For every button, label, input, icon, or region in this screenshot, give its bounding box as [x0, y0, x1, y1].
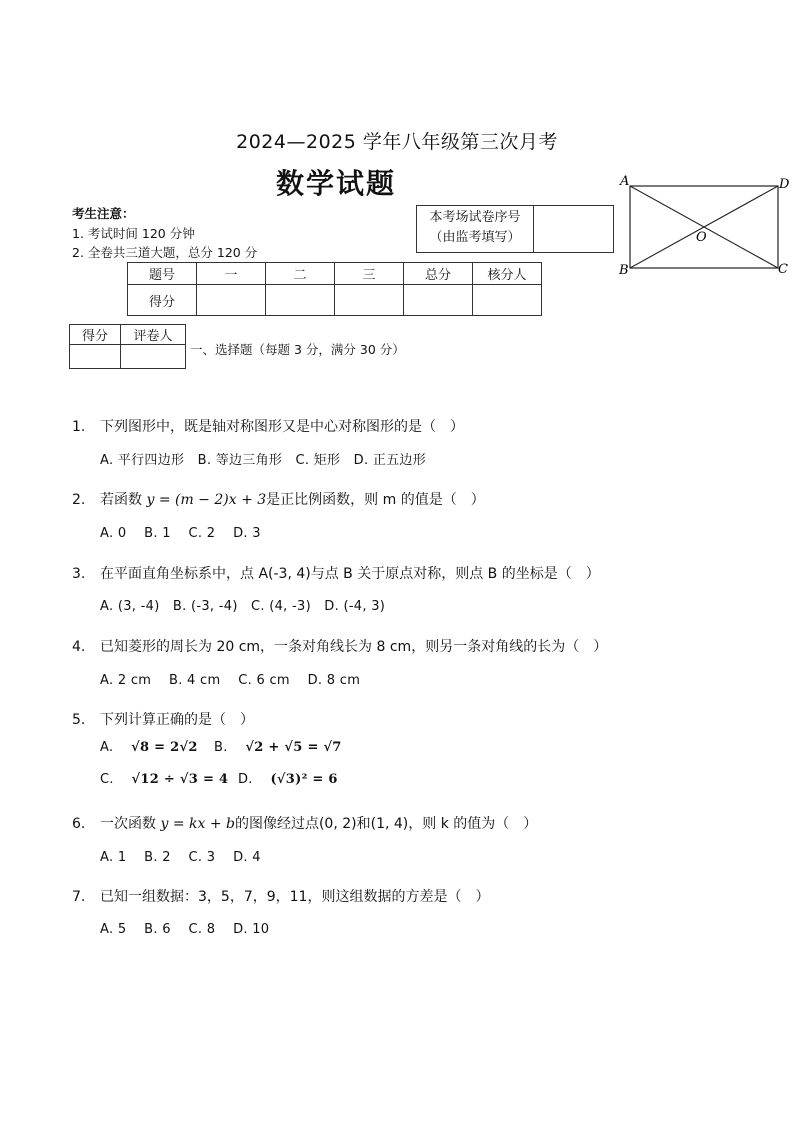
question-text-post: 的图像经过点(0, 2)和(1, 4)，则 k 的值为（ ） — [234, 816, 538, 832]
center-label-o: O — [696, 230, 707, 245]
score-header-cell: 总分 — [404, 263, 473, 285]
question-3-options: A. (3, -4) B. (-3, -4) C. (4, -3) D. (-4, 3) — [100, 599, 386, 614]
question-text-pre: 一次函数 — [100, 816, 161, 832]
question-text: 下列图形中，既是轴对称图形又是中心对称图形的是（ ） — [100, 419, 464, 435]
option-label: A. — [100, 740, 114, 755]
sequence-label-line-1: 本考场试卷序号 — [429, 210, 521, 225]
formula: y = kx + b — [160, 816, 235, 832]
paper-sequence-box — [416, 205, 614, 253]
question-number: 5. — [72, 712, 86, 728]
option-label: C. — [100, 772, 114, 787]
formula: y = (m − 2)x + 3 — [146, 492, 267, 508]
question-6-options: A. 1 B. 2 C. 3 D. 4 — [100, 850, 261, 865]
option-formula: √2 + √5 = √7 — [245, 740, 342, 755]
question-number: 3. — [72, 566, 86, 582]
vertex-label-d: D — [779, 177, 790, 192]
question-number: 2. — [72, 492, 86, 508]
notes-title: 考生注意： — [72, 206, 135, 221]
question-3 — [72, 563, 600, 583]
option-label: D. — [238, 772, 253, 787]
score-table — [127, 262, 542, 316]
option-formula: (√3)² = 6 — [270, 772, 338, 787]
exam-notes — [72, 204, 257, 263]
option-label: B. — [214, 740, 228, 755]
score-header-cell: 核分人 — [473, 263, 542, 285]
question-number: 7. — [72, 889, 86, 905]
score-header-cell: 一 — [197, 263, 266, 285]
exam-year-title: 2024—2025 学年八年级第三次月考 — [236, 131, 558, 153]
score-row-label: 得分 — [128, 285, 197, 316]
vertex-label-a: A — [620, 174, 630, 189]
score-empty-cell — [197, 285, 266, 316]
question-4 — [72, 636, 607, 656]
question-text-pre: 若函数 — [100, 492, 147, 508]
question-text-post: 是正比例函数，则 m 的值是（ ） — [266, 492, 485, 508]
option-formula: √12 ÷ √3 = 4 — [131, 772, 229, 787]
question-5-option-a — [100, 740, 198, 755]
section-1-title: 一、选择题（每题 3 分，满分 30 分） — [190, 342, 405, 357]
question-text: 已知菱形的周长为 20 cm，一条对角线长为 8 cm，则另一条对角线的长为（ ） — [100, 639, 608, 655]
grader-empty-cell — [70, 345, 121, 369]
sequence-label — [417, 206, 534, 252]
score-empty-cell — [266, 285, 335, 316]
score-header-cell: 题号 — [128, 263, 197, 285]
score-header-cell: 三 — [335, 263, 404, 285]
score-empty-cell — [404, 285, 473, 316]
question-4-options: A. 2 cm B. 4 cm C. 6 cm D. 8 cm — [100, 673, 361, 688]
question-5-option-b — [214, 740, 342, 755]
rectangle-figure — [612, 170, 794, 280]
grader-score-label: 得分 — [70, 325, 121, 345]
question-5-option-d — [238, 772, 338, 787]
question-text: 已知一组数据：3，5，7，9，11，则这组数据的方差是（ ） — [100, 889, 490, 905]
option-formula: √8 = 2√2 — [131, 740, 198, 755]
vertex-label-b: B — [619, 263, 629, 278]
question-number: 4. — [72, 639, 86, 655]
grader-name-label: 评卷人 — [121, 325, 186, 345]
question-number: 6. — [72, 816, 86, 832]
question-1-options: A. 平行四边形 B. 等边三角形 C. 矩形 D. 正五边形 — [100, 453, 427, 468]
question-1 — [72, 416, 464, 436]
question-number: 1. — [72, 419, 86, 435]
score-header-cell: 二 — [266, 263, 335, 285]
notes-line-2: 2. 全卷共三道大题，总分 120 分 — [72, 245, 258, 260]
grader-box — [69, 324, 186, 369]
question-text: 在平面直角坐标系中，点 A(-3, 4)与点 B 关于原点对称，则点 B 的坐标是（ ） — [100, 566, 600, 582]
question-5-option-c — [100, 772, 228, 787]
question-text: 下列计算正确的是（ ） — [100, 712, 254, 728]
grader-empty-cell — [121, 345, 186, 369]
score-empty-cell — [335, 285, 404, 316]
question-7-options: A. 5 B. 6 C. 8 D. 10 — [100, 922, 270, 937]
vertex-label-c: C — [778, 262, 788, 277]
subject-title: 数学试题 — [276, 167, 397, 200]
score-empty-cell — [473, 285, 542, 316]
notes-line-1: 1. 考试时间 120 分钟 — [72, 225, 195, 241]
question-2-options: A. 0 B. 1 C. 2 D. 3 — [100, 526, 261, 541]
question-5 — [72, 709, 254, 729]
sequence-label-line-2: （由监考填写） — [429, 230, 521, 245]
question-2 — [72, 489, 485, 509]
question-6 — [72, 813, 537, 833]
question-7 — [72, 886, 489, 906]
